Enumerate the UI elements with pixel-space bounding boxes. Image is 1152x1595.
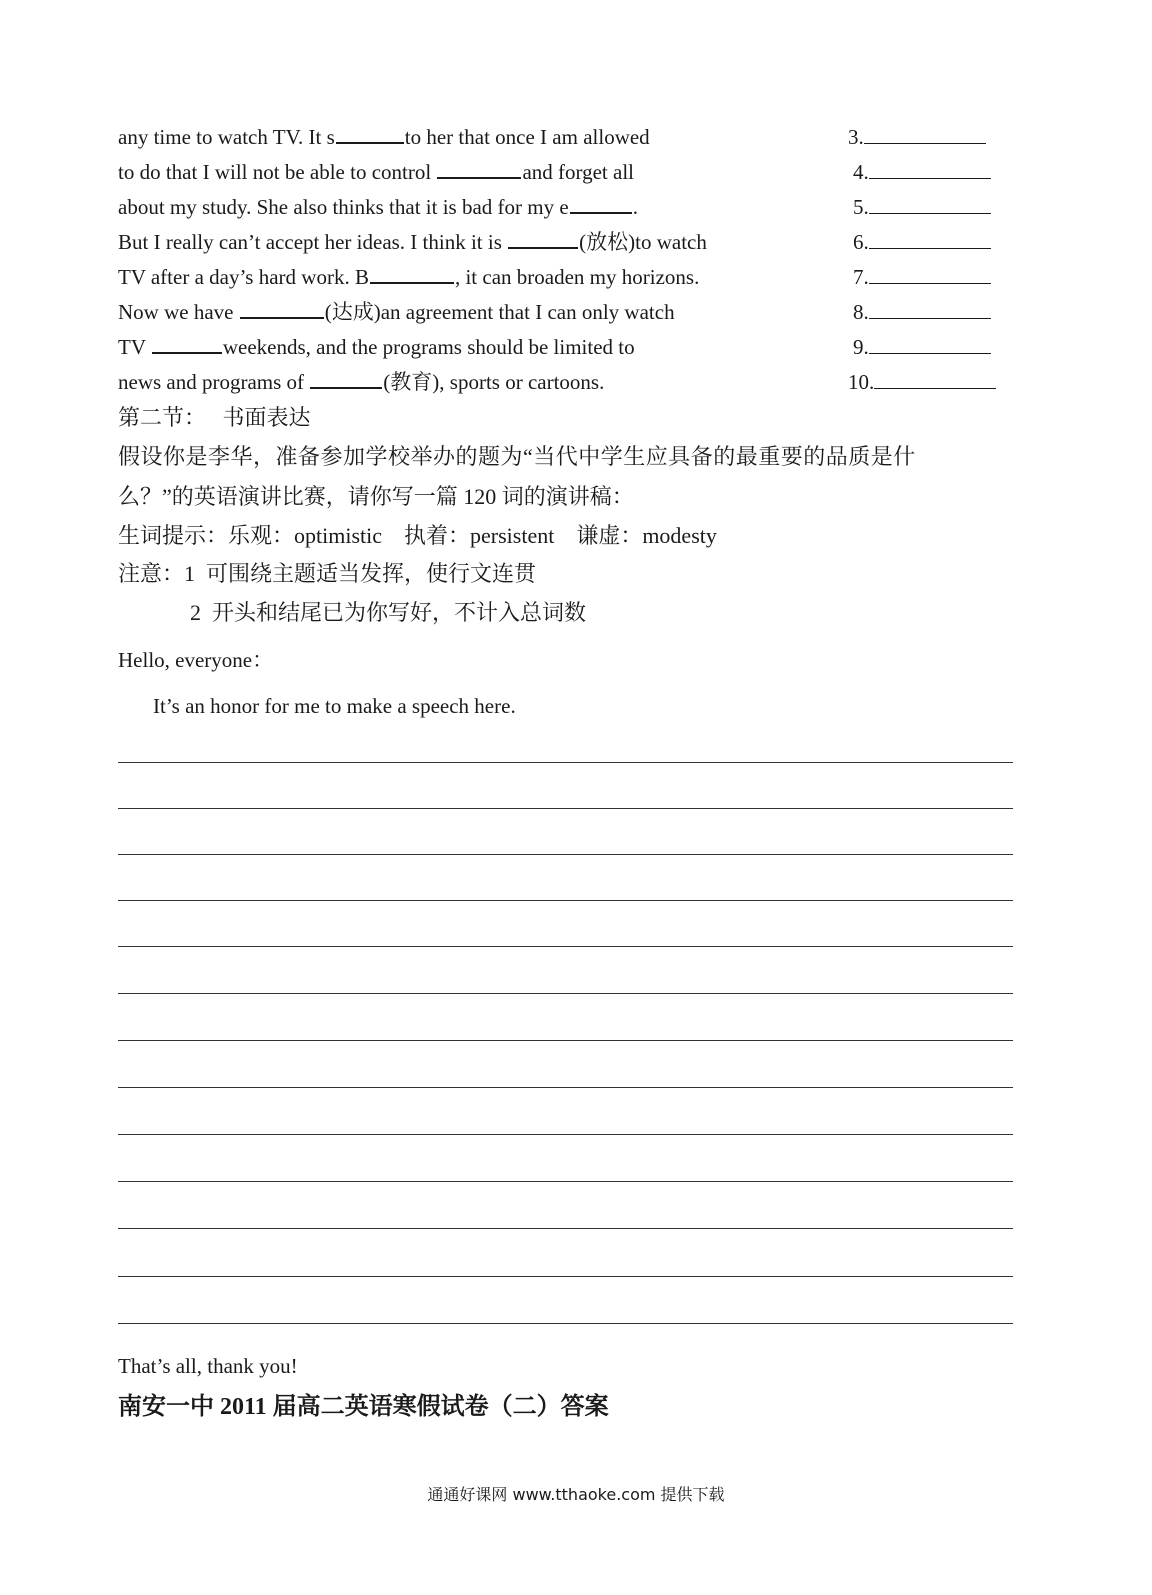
writing-line[interactable] (118, 946, 1013, 947)
fill-blank[interactable] (437, 159, 521, 179)
passage-text: , it can broaden my horizons. (454, 265, 700, 289)
passage-line-5 (118, 264, 699, 290)
writing-line[interactable] (118, 1323, 1013, 1324)
fill-blank[interactable] (310, 369, 382, 389)
passage-text: and forget all (522, 160, 635, 184)
answer-slot (853, 264, 991, 290)
writing-line[interactable] (118, 854, 1013, 855)
writing-line[interactable] (118, 808, 1013, 809)
passage-text: weekends, and the programs should be limited to (222, 335, 635, 359)
passage-line-4 (118, 229, 707, 255)
answer-key-title: 南安一中 2011 届高二英语寒假试卷（二）答案 (118, 1394, 609, 1420)
passage-line-8 (118, 369, 604, 395)
passage-text: TV after a day’s hard work. B (118, 265, 369, 289)
answer-number: 8. (853, 300, 869, 324)
passage-text: (放松)to watch (579, 230, 707, 254)
answer-slot (853, 299, 991, 325)
answer-blank[interactable] (869, 160, 991, 179)
answer-blank[interactable] (869, 195, 991, 214)
answer-blank[interactable] (869, 335, 991, 354)
note-2: 2 开头和结尾已为你写好，不计入总词数 (190, 600, 587, 625)
answer-number: 10. (848, 370, 875, 394)
answer-slot (848, 124, 986, 150)
passage-line-1 (118, 124, 650, 150)
greeting: Hello, everyone： (118, 648, 274, 672)
writing-line[interactable] (118, 762, 1013, 763)
writing-line[interactable] (118, 1276, 1013, 1277)
answer-number: 4. (853, 160, 869, 184)
fill-blank[interactable] (240, 299, 324, 319)
answer-slot (853, 194, 991, 220)
answer-blank[interactable] (869, 265, 991, 284)
prompt-line-2: 么？”的英语演讲比赛，请你写一篇 120 词的演讲稿： (118, 484, 634, 509)
closing-sentence: That’s all, thank you! (118, 1354, 298, 1378)
writing-line[interactable] (118, 993, 1013, 994)
answer-slot (848, 369, 996, 395)
opening-sentence: It’s an honor for me to make a speech here. (153, 694, 516, 718)
fill-blank[interactable] (570, 194, 632, 214)
passage-line-2 (118, 159, 634, 185)
answer-slot (853, 159, 991, 185)
fill-blank[interactable] (336, 124, 404, 144)
passage-text: about my study. She also thinks that it is bad for my e (118, 195, 569, 219)
answer-blank[interactable] (869, 230, 991, 249)
fill-blank[interactable] (370, 264, 454, 284)
passage-text: any time to watch TV. It s (118, 125, 335, 149)
passage-text: . (632, 195, 638, 219)
answer-number: 6. (853, 230, 869, 254)
passage-text: Now we have (118, 300, 239, 324)
passage-text: news and programs of (118, 370, 310, 394)
passage-line-3 (118, 194, 638, 220)
passage-text: TV (118, 335, 151, 359)
passage-line-6 (118, 299, 675, 325)
passage-line-7 (118, 334, 635, 360)
answer-number: 7. (853, 265, 869, 289)
answer-number: 5. (853, 195, 869, 219)
footer-credit: 通通好课网 www.tthaoke.com 提供下载 (427, 1485, 725, 1504)
answer-slot (853, 229, 991, 255)
writing-line[interactable] (118, 900, 1013, 901)
passage-text: But I really can’t accept her ideas. I think it is (118, 230, 508, 254)
fill-blank[interactable] (508, 229, 578, 249)
writing-line[interactable] (118, 1181, 1013, 1182)
fill-blank[interactable] (152, 334, 222, 354)
passage-text: to her that once I am allowed (404, 125, 650, 149)
answer-slot (853, 334, 991, 360)
writing-line[interactable] (118, 1228, 1013, 1229)
answer-blank[interactable] (869, 300, 991, 319)
writing-line[interactable] (118, 1087, 1013, 1088)
writing-line[interactable] (118, 1040, 1013, 1041)
section-title: 第二节： 书面表达 (118, 405, 311, 430)
answer-blank[interactable] (864, 125, 986, 144)
vocab-hint: 生词提示：乐观：optimistic 执着：persistent 谦虚：modesty (118, 523, 717, 548)
writing-line[interactable] (118, 1134, 1013, 1135)
answer-number: 9. (853, 335, 869, 359)
answer-blank[interactable] (874, 370, 996, 389)
passage-text: (教育), sports or cartoons. (383, 370, 605, 394)
passage-text: to do that I will not be able to control (118, 160, 437, 184)
prompt-line-1: 假设你是李华，准备参加学校举办的题为“当代中学生应具备的最重要的品质是什 (118, 444, 916, 469)
passage-text: (达成)an agreement that I can only watch (324, 300, 675, 324)
answer-number: 3. (848, 125, 864, 149)
note-1: 注意：1 可围绕主题适当发挥，使行文连贯 (118, 561, 537, 586)
